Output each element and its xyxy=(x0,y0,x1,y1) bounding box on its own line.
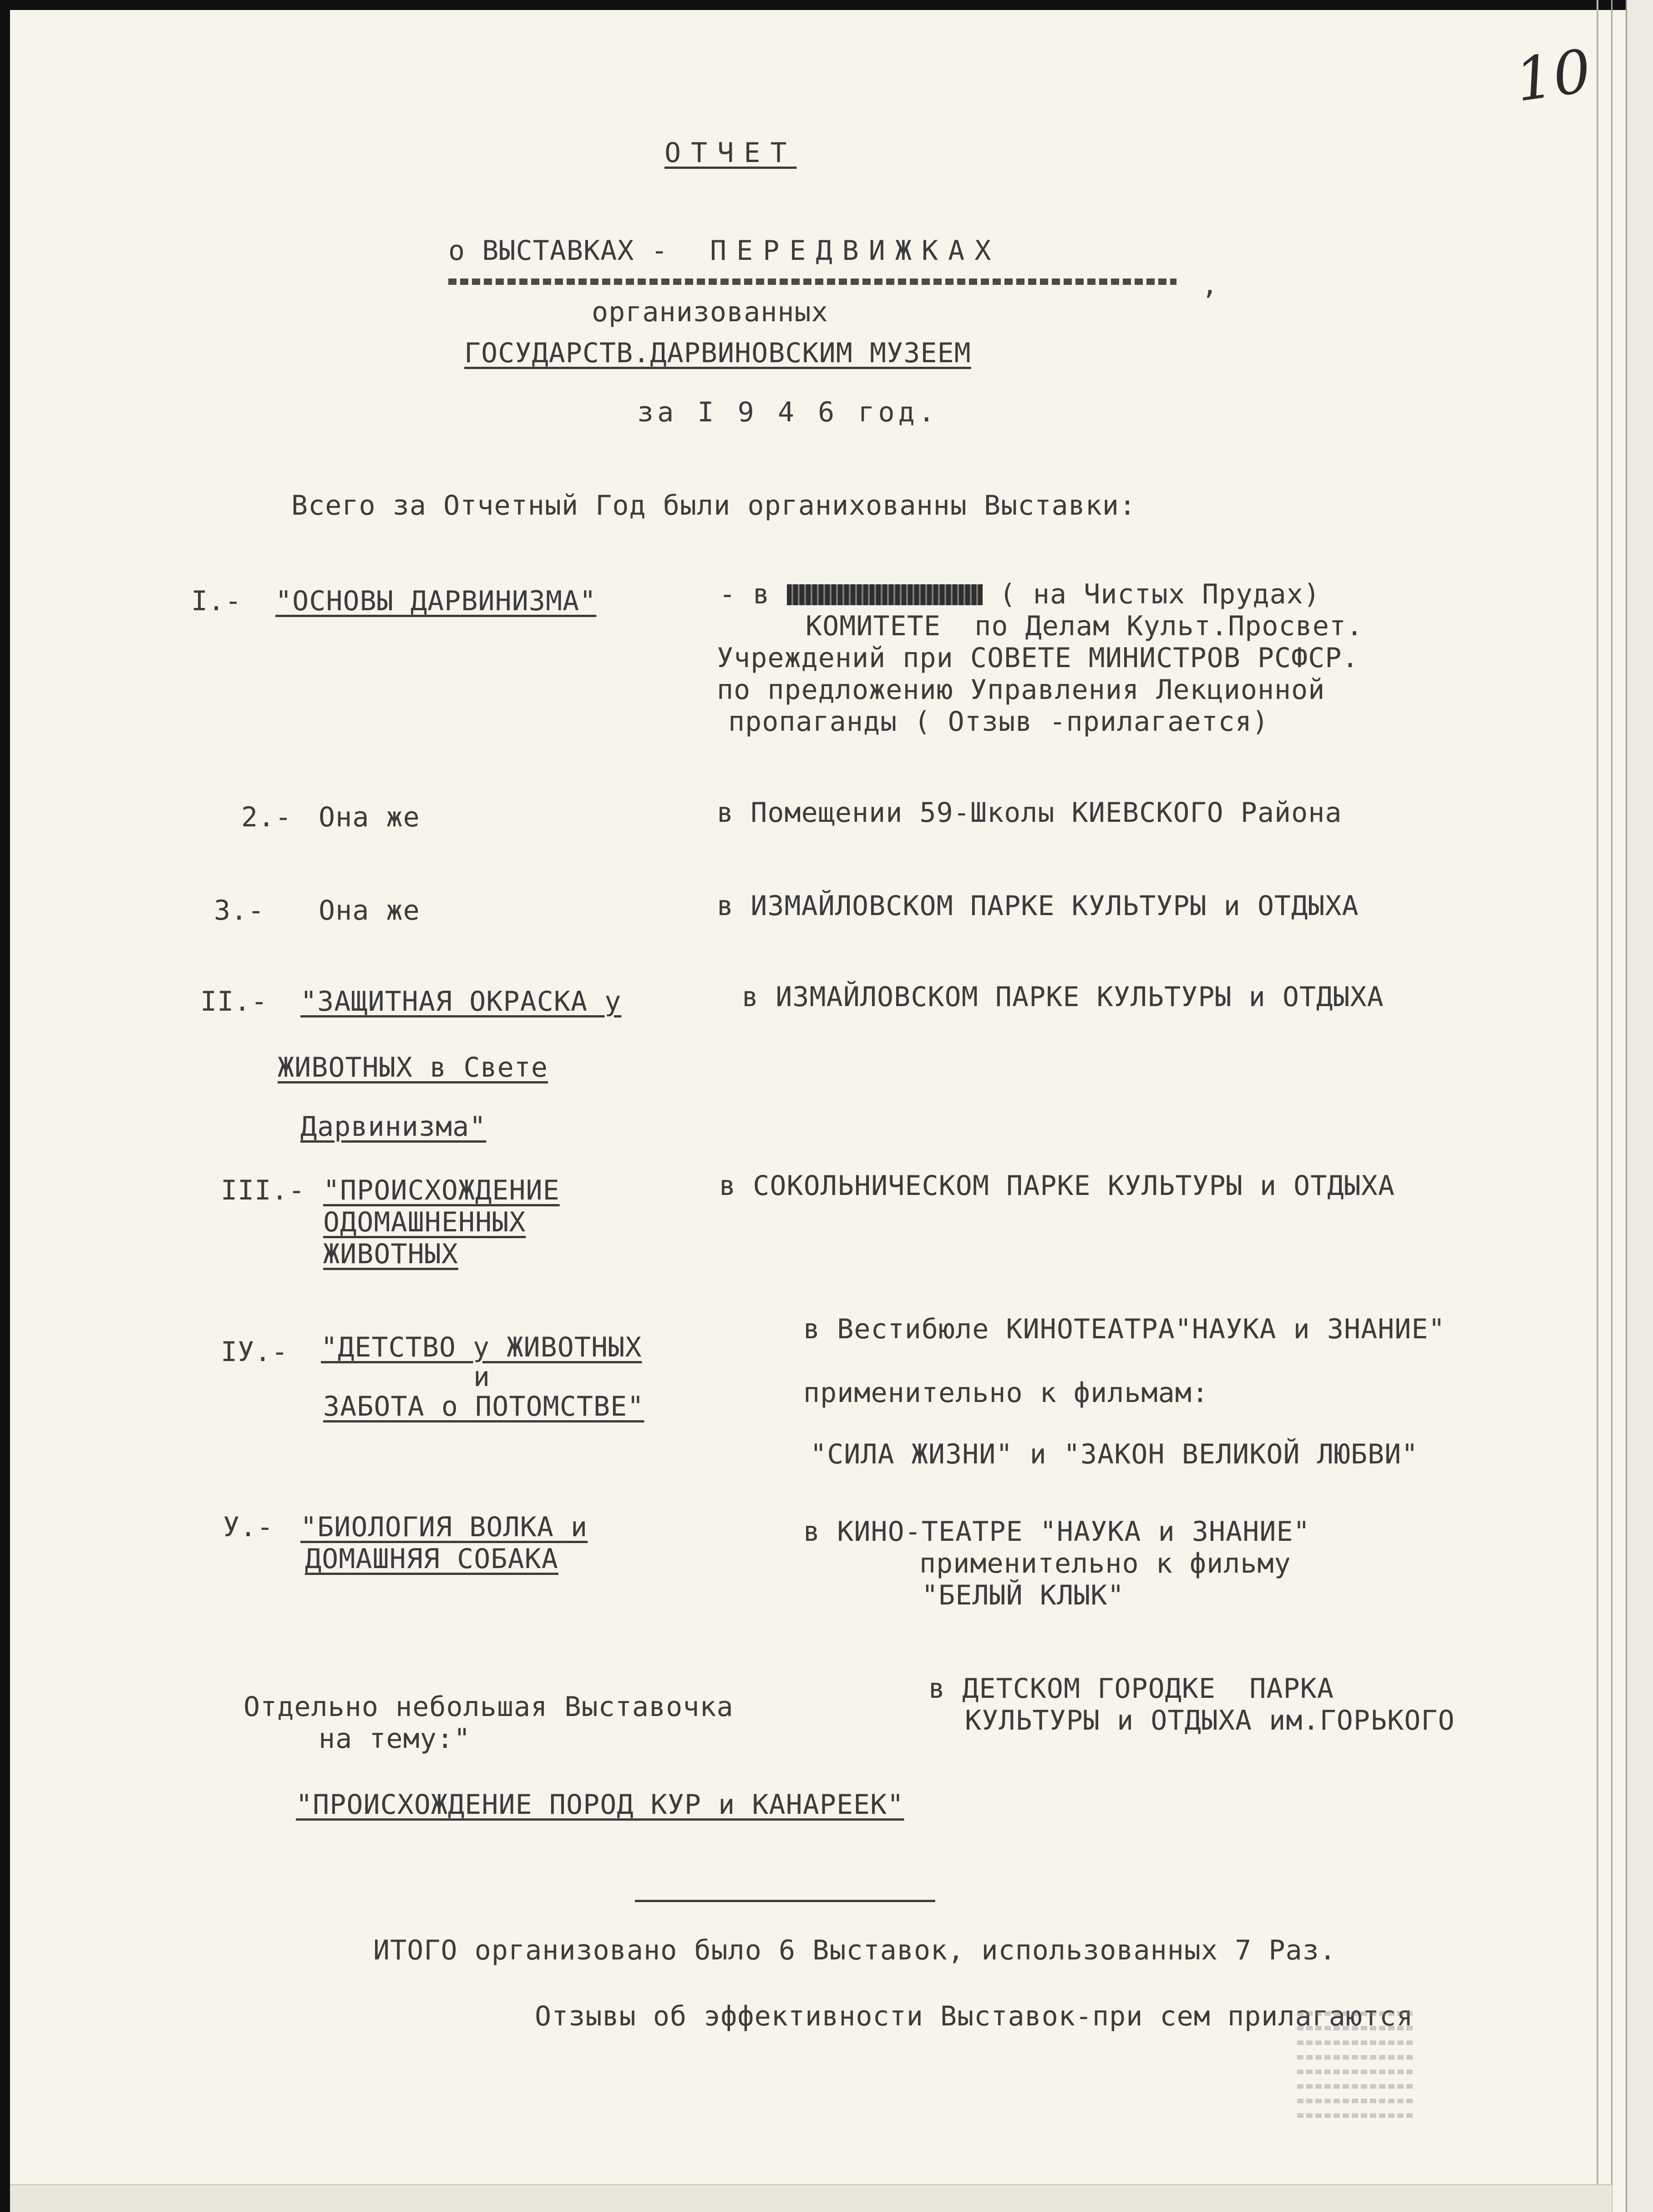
header-year: за I 9 4 6 год. xyxy=(637,396,938,428)
entry-place: в ИЗМАЙЛОВСКОМ ПАРКЕ КУЛЬТУРЫ и ОТДЫХА xyxy=(742,981,1384,1013)
total-line: ИТОГО организовано было 6 Выставок, использованных 7 Раз. xyxy=(373,1934,1337,1966)
entry-place: в Помещении 59-Школы КИЕВСКОГО Района xyxy=(717,797,1342,829)
separate-text: Отдельно небольшая Выставочка xyxy=(243,1691,734,1723)
entry-title: "ПРОИСХОЖДЕНИЕ xyxy=(323,1174,560,1206)
entry-title: ЗАБОТА о ПОТОМСТВЕ" xyxy=(323,1391,644,1422)
entry-place: в ИЗМАЙЛОВСКОМ ПАРКЕ КУЛЬТУРЫ и ОТДЫХА xyxy=(717,890,1359,922)
archive-stamp xyxy=(1297,2011,1415,2148)
header-organized: организованных xyxy=(592,296,828,328)
entry-number: II.- xyxy=(200,986,268,1017)
entry-place: - в ( на Чистых Прудах) xyxy=(719,578,1320,610)
entry-title: "ЗАЩИТНАЯ ОКРАСКА у xyxy=(300,986,622,1017)
entry-title: Дарвинизма" xyxy=(300,1111,487,1143)
separate-place: КУЛЬТУРЫ и ОТДЫХА им.ГОРЬКОГО xyxy=(965,1705,1455,1736)
entry-place: применительно к фильмам: xyxy=(803,1377,1209,1409)
entry-title: "ОСНОВЫ ДАРВИНИЗМА" xyxy=(275,585,597,617)
entry-title: ОДОМАШНЕННЫХ xyxy=(323,1206,526,1238)
sheet-edge xyxy=(1597,0,1598,2212)
header-line-prefix: о ВЫСТАВКАХ - xyxy=(448,235,668,267)
entry-place: "БЕЛЫЙ КЛЫК" xyxy=(922,1579,1125,1611)
entry-number: 2.- xyxy=(241,801,292,833)
entry-title: Она же xyxy=(319,801,420,833)
entry-place: КОМИТЕТЕ по Делам Культ.Просвет. xyxy=(806,610,1364,642)
entry-title: ЖИВОТНЫХ xyxy=(323,1238,458,1270)
entry-number: 3.- xyxy=(214,895,265,926)
page-number: 10 xyxy=(1511,36,1596,115)
sheet-edge xyxy=(1626,0,1653,2212)
entry-title: и xyxy=(473,1361,491,1393)
entry-number: У.- xyxy=(223,1511,274,1543)
separate-topic: "ПРОИСХОЖДЕНИЕ ПОРОД КУР и КАНАРЕЕК" xyxy=(296,1789,904,1821)
entry-title: "БИОЛОГИЯ ВОЛКА и xyxy=(300,1511,588,1543)
entry-place: применительно к фильму xyxy=(919,1548,1291,1579)
entry-number: IУ.- xyxy=(221,1336,289,1368)
scan-border-left xyxy=(0,0,10,2212)
entry-title: Она же xyxy=(319,895,420,926)
header-museum: ГОСУДАРСТВ.ДАРВИНОВСКИМ МУЗЕЕМ xyxy=(464,337,971,369)
entry-title: "ДЕТСТВО у ЖИВОТНЫХ xyxy=(321,1331,642,1363)
entry-place: Учреждений при СОВЕТЕ МИНИСТРОВ РСФСР. xyxy=(717,642,1359,674)
comma: , xyxy=(1202,269,1219,301)
report-title: ОТЧЕТ xyxy=(664,137,797,169)
entry-place: в Вестибюле КИНОТЕАТРА"НАУКА и ЗНАНИЕ" xyxy=(803,1313,1445,1345)
divider-line xyxy=(635,1900,935,1902)
header-line-spaced: ПЕРЕДВИЖКАХ xyxy=(710,235,1001,267)
entry-place: по предложению Управления Лекционной xyxy=(717,674,1325,706)
sheet-edge xyxy=(1611,0,1612,2212)
intro-line: Всего за Отчетный Год были органихованны Выставки: xyxy=(291,490,1136,521)
scan-border-top xyxy=(0,0,1653,10)
entry-place: в СОКОЛЬНИЧЕСКОМ ПАРКЕ КУЛЬТУРЫ и ОТДЫХА xyxy=(719,1170,1395,1202)
reviews-line: Отзывы об эффективности Выставок-при сем прилагаются xyxy=(535,2000,1414,2032)
sheet-bottom-edge xyxy=(10,2184,1612,2212)
entry-place: в КИНО-ТЕАТРЕ "НАУКА и ЗНАНИЕ" xyxy=(803,1516,1310,1548)
redacted-text xyxy=(787,584,983,605)
separate-place: в ДЕТСКОМ ГОРОДКЕ ПАРКА xyxy=(928,1673,1334,1705)
entry-title: ДОМАШНЯЯ СОБАКА xyxy=(305,1543,558,1575)
double-underline xyxy=(448,278,1176,285)
entry-number: I.- xyxy=(191,585,242,617)
entry-place: пропаганды ( Отзыв -прилагается) xyxy=(728,706,1269,738)
entry-number: III.- xyxy=(221,1174,305,1206)
entry-title: ЖИВОТНЫХ в Свете xyxy=(278,1052,548,1083)
entry-place: "СИЛА ЖИЗНИ" и "ЗАКОН ВЕЛИКОЙ ЛЮБВИ" xyxy=(810,1438,1419,1470)
separate-text: на тему:" xyxy=(319,1723,471,1755)
